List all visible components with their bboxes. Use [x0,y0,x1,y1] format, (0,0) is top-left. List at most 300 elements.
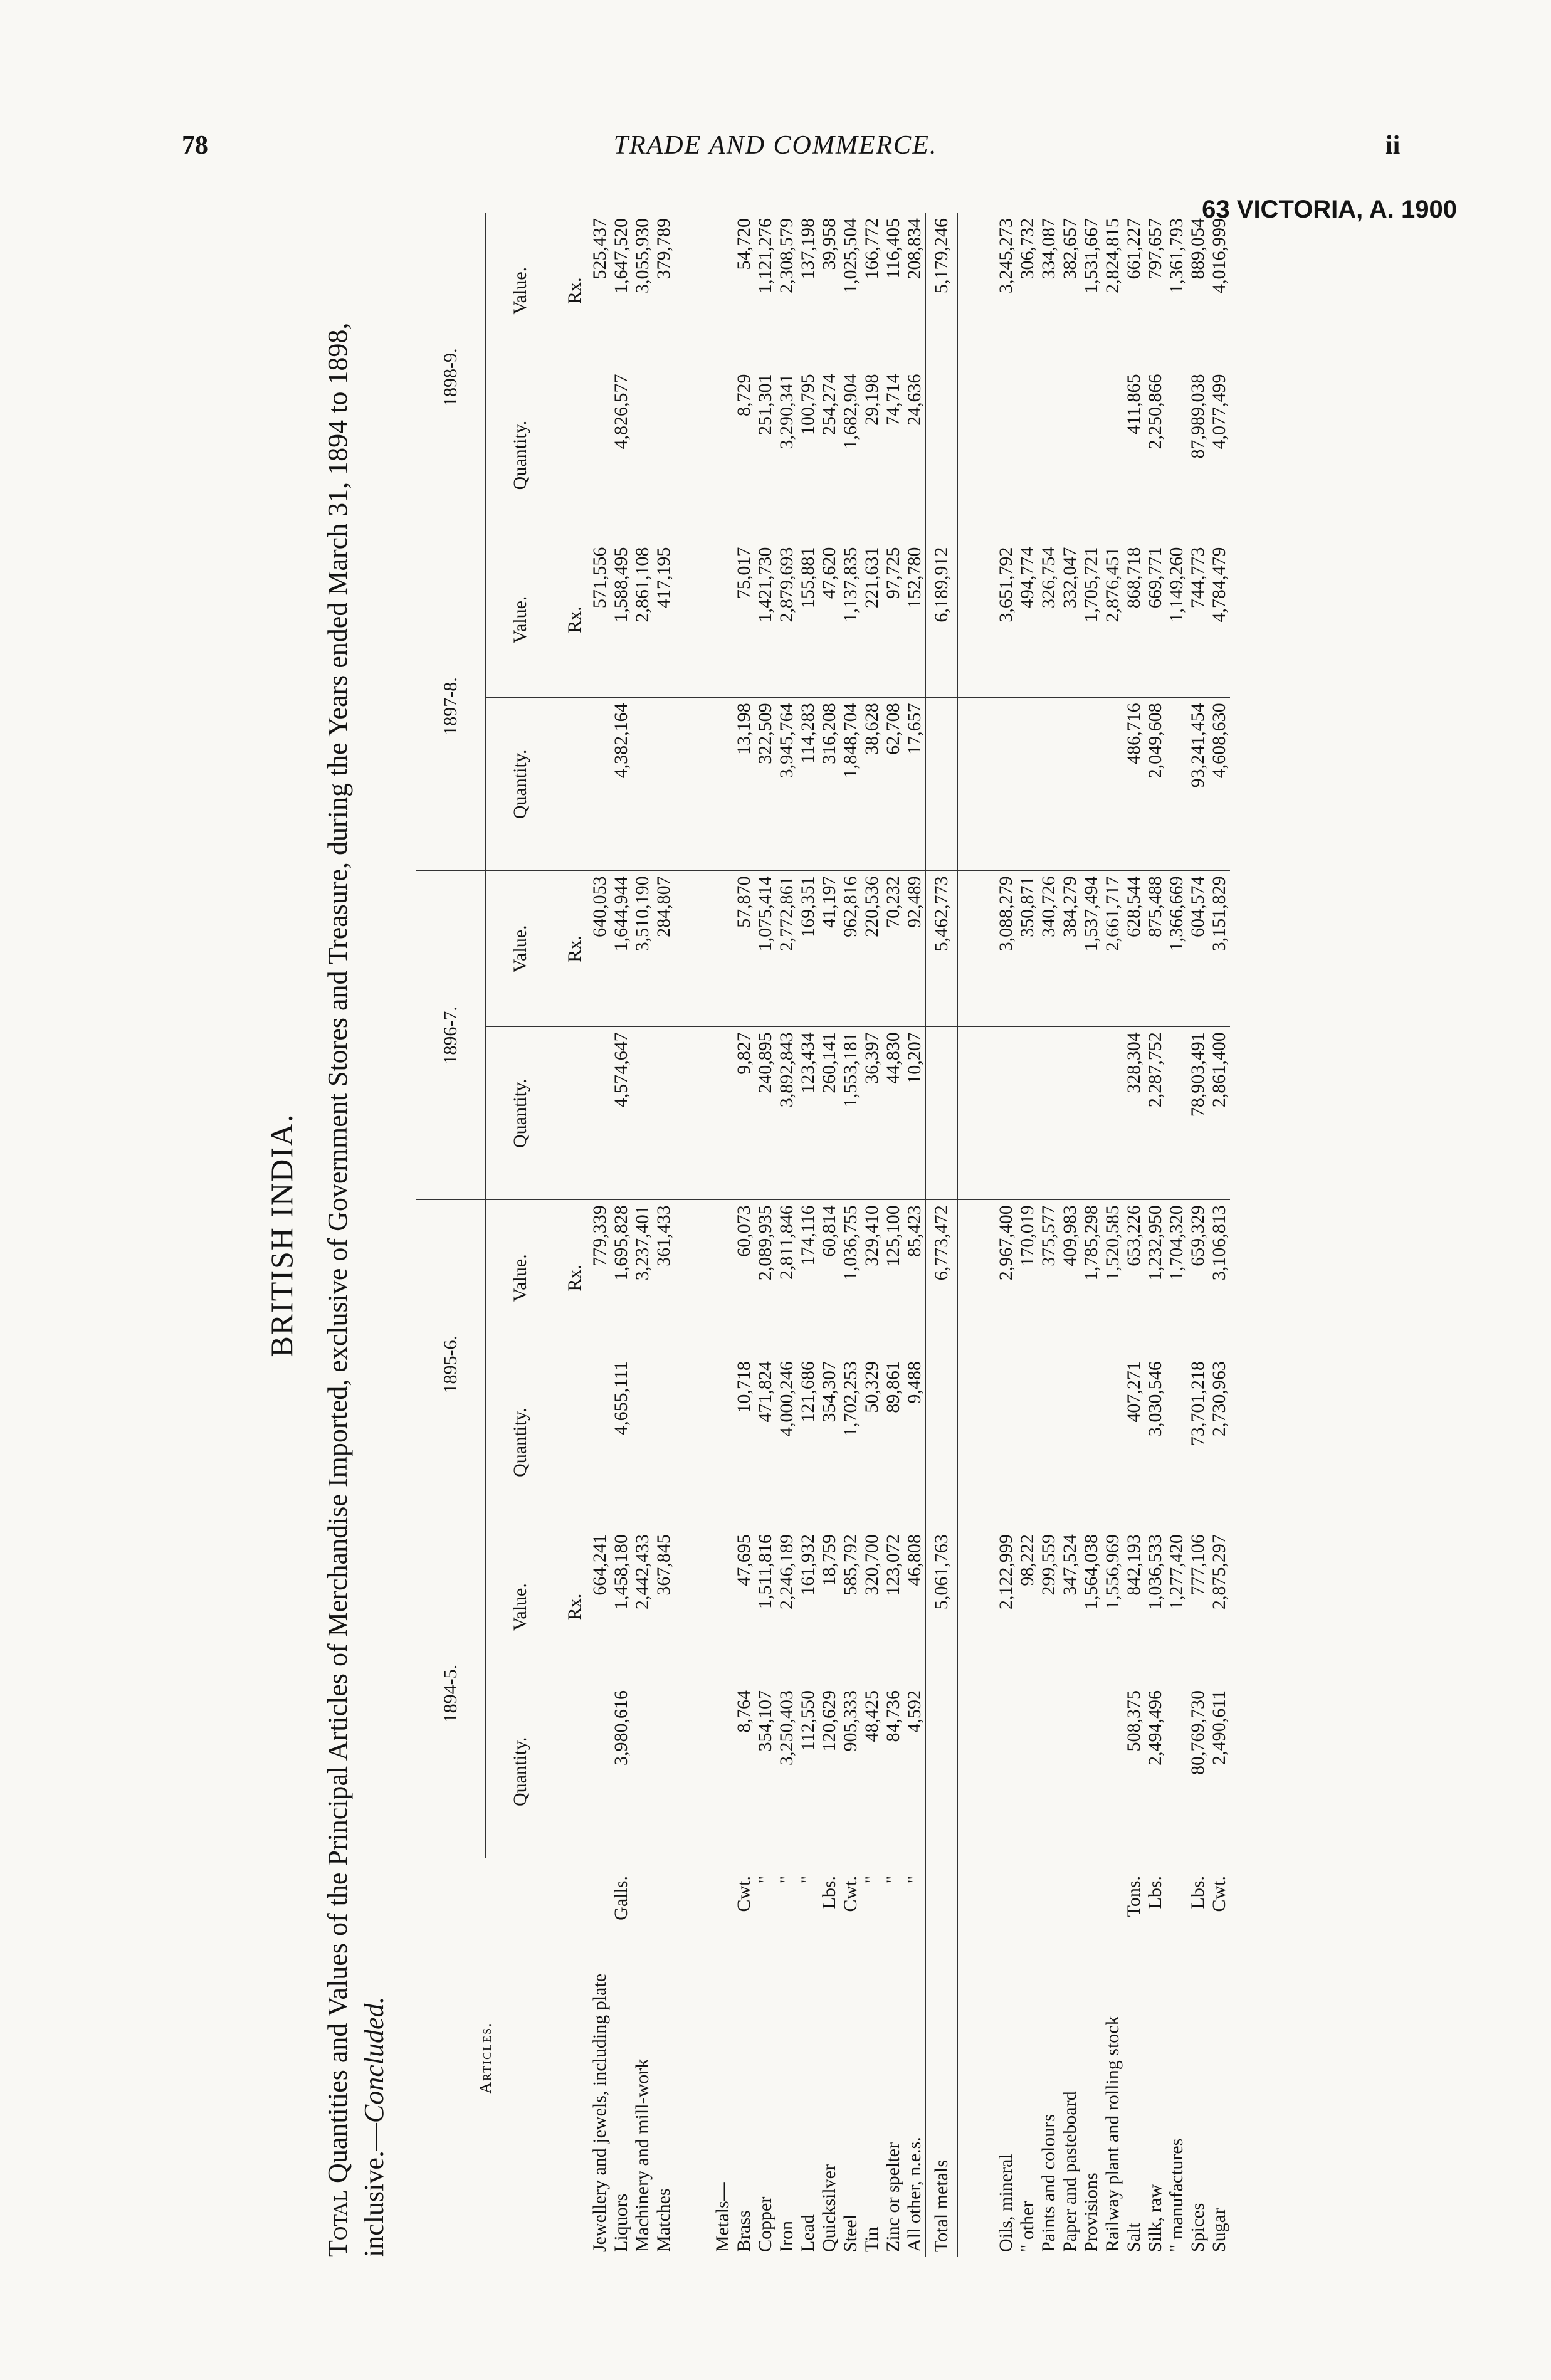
quantity-cell: 123,434 [797,1027,819,1200]
quantity-cell: 84,736 [883,1685,904,1858]
quantity-cell: 9,488 [904,1356,926,1529]
quantity-header: Quantity. [486,1356,555,1529]
value-cell: 1,232,950 [1145,1200,1166,1356]
article-unit: Lbs. [1145,1876,1165,1909]
article-unit: " [755,1876,776,1884]
value-cell: 962,816 [840,871,861,1027]
session-label: 63 VICTORIA, A. 1900 [1202,196,1457,223]
quantity-cell [996,698,1017,871]
value-cell: 2,122,999 [996,1529,1017,1685]
quantity-cell: 50,329 [861,1356,883,1529]
value-cell: 2,246,189 [776,1529,797,1685]
value-cell: 1,537,494 [1081,871,1102,1027]
quantity-cell: 260,141 [819,1027,840,1200]
quantity-cell [996,1685,1017,1858]
quantity-cell [1081,369,1102,542]
quantity-cell: 4,000,246 [776,1356,797,1529]
value-cell: 2,824,815 [1102,213,1123,369]
caption-lead: Total [322,2189,353,2257]
value-cell: 2,661,717 [1102,871,1123,1027]
table-row [1187,213,1209,2257]
quantity-cell [1081,698,1102,871]
value-cell: 367,845 [653,1529,675,1685]
quantity-cell [1017,1027,1038,1200]
value-cell: 70,232 [883,871,904,1027]
value-cell: 3,055,930 [632,213,653,369]
quantity-cell [1038,369,1059,542]
value-cell: 299,559 [1038,1529,1059,1685]
value-cell: 375,577 [1038,1200,1059,1356]
article-name: Iron [776,2221,797,2252]
quantity-cell: 62,708 [883,698,904,871]
value-cell: 208,834 [904,213,926,369]
value-cell: 5,179,246 [926,213,958,369]
quantity-cell [1102,1027,1123,1200]
table-row [883,213,904,2257]
quantity-cell: 74,714 [883,369,904,542]
value-cell: 47,695 [733,1529,755,1685]
value-cell: 417,195 [653,542,675,698]
value-cell: 169,351 [797,871,819,1027]
value-cell: 2,089,935 [755,1200,776,1356]
quantity-header: Quantity. [486,698,555,871]
quantity-cell: 73,701,218 [1187,1356,1209,1529]
value-cell: 57,870 [733,871,755,1027]
quantity-cell: 2,049,608 [1145,698,1166,871]
table-row [1059,213,1081,2257]
metals-heading-row [712,213,733,2257]
article-name: Paints and colours [1038,2114,1059,2252]
quantity-cell [1081,1027,1102,1200]
currency-label: Rx. [555,871,590,1027]
article-unit: Lbs. [1187,1876,1208,1909]
quantity-cell [1059,698,1081,871]
value-cell: 334,087 [1038,213,1059,369]
value-cell: 155,881 [797,542,819,698]
quantity-cell: 2,287,752 [1145,1027,1166,1200]
quantity-cell: 3,030,546 [1145,1356,1166,1529]
quantity-cell [589,1356,611,1529]
quantity-cell [1166,1027,1187,1200]
value-cell: 46,808 [904,1529,926,1685]
country-heading: BRITISH INDIA. [264,1113,299,1357]
article-label [861,1858,883,2258]
quantity-cell: 1,553,181 [840,1027,861,1200]
value-cell: 409,983 [1059,1200,1081,1356]
quantity-cell: 2,861,400 [1209,1027,1230,1200]
page-section: ii [1385,131,1401,160]
table-row [1123,213,1145,2257]
value-cell: 85,423 [904,1200,926,1356]
article-label [1102,1858,1123,2258]
value-cell: 47,620 [819,542,840,698]
article-name: Zinc or spelter [883,2142,903,2252]
quantity-cell: 407,271 [1123,1356,1145,1529]
value-cell: 868,718 [1123,542,1145,698]
article-name: " manufactures [1166,2138,1187,2252]
quantity-cell: 4,592 [904,1685,926,1858]
article-name: Machinery and mill-work [632,2058,653,2252]
article-label [1166,1858,1187,2258]
value-cell: 669,771 [1145,542,1166,698]
quantity-cell: 17,657 [904,698,926,871]
value-cell: 221,631 [861,542,883,698]
quantity-cell [1102,698,1123,871]
value-cell: 92,489 [904,871,926,1027]
quantity-cell: 486,716 [1123,698,1145,871]
quantity-cell: 36,397 [861,1027,883,1200]
value-cell: 2,879,693 [776,542,797,698]
quantity-cell: 13,198 [733,698,755,871]
value-cell: 1,121,276 [755,213,776,369]
value-cell: 1,075,414 [755,871,776,1027]
table-row [653,213,675,2257]
quantity-cell [632,1027,653,1200]
quantity-cell [653,698,675,871]
quantity-cell: 471,824 [755,1356,776,1529]
quantity-cell: 121,686 [797,1356,819,1529]
year-header: 1894-5. [415,1529,486,1858]
article-name: Oils, mineral [996,2154,1016,2252]
value-cell: 220,536 [861,871,883,1027]
quantity-cell: 3,980,616 [611,1685,632,1858]
quantity-cell [1081,1685,1102,1858]
article-name: Jewellery and jewels, including plate [589,1973,610,2252]
quantity-cell [1038,698,1059,871]
value-cell: 39,958 [819,213,840,369]
quantity-cell: 3,290,341 [776,369,797,542]
quantity-cell: 411,865 [1123,369,1145,542]
articles-header: Articles. [415,1858,555,2258]
quantity-cell: 4,655,111 [611,1356,632,1529]
article-name: Tin [861,2226,882,2252]
article-name: Quicksilver [819,2164,839,2252]
quantity-cell: 38,628 [861,698,883,871]
quantity-cell: 120,629 [819,1685,840,1858]
article-name: Silk, raw [1145,2184,1165,2252]
value-cell: 4,784,479 [1209,542,1230,698]
value-cell: 1,025,504 [840,213,861,369]
value-cell: 777,106 [1187,1529,1209,1685]
value-cell: 3,510,190 [632,871,653,1027]
article-name: Lead [797,2214,818,2252]
value-cell: 3,151,829 [1209,871,1230,1027]
article-unit: Lbs. [819,1876,839,1909]
quantity-cell [1017,1685,1038,1858]
quantity-cell: 93,241,454 [1187,698,1209,871]
value-cell: 1,531,667 [1081,213,1102,369]
value-cell: 5,061,763 [926,1529,958,1685]
value-cell: 653,226 [1123,1200,1145,1356]
currency-label: Rx. [555,542,590,698]
table-caption [320,213,392,2257]
article-label [840,1858,861,2258]
quantity-cell [589,698,611,871]
article-name: All other, n.e.s. [904,2137,925,2252]
value-cell: 571,556 [589,542,611,698]
value-cell: 1,277,420 [1166,1529,1187,1685]
article-label [1038,1858,1059,2258]
quantity-cell: 4,077,499 [1209,369,1230,542]
quantity-cell: 8,729 [733,369,755,542]
article-label [611,1858,632,2258]
quantity-cell: 1,682,904 [840,369,861,542]
quantity-cell [1102,1356,1123,1529]
value-cell: 1,421,730 [755,542,776,698]
article-unit: " [797,1876,818,1884]
value-cell: 350,871 [1017,871,1038,1027]
article-unit: " [861,1876,882,1884]
quantity-cell [1038,1685,1059,1858]
value-cell: 659,329 [1187,1200,1209,1356]
quantity-cell [589,369,611,542]
metals-heading: Metals— [712,2182,733,2252]
value-cell: 1,036,533 [1145,1529,1166,1685]
quantity-cell [632,1685,653,1858]
article-label [996,1858,1017,2258]
quantity-header: Quantity. [486,369,555,542]
spacer-row [958,213,996,2257]
quantity-cell: 1,848,704 [840,698,861,871]
value-cell: 60,814 [819,1200,840,1356]
quantity-cell: 29,198 [861,369,883,542]
quantity-cell: 114,283 [797,698,819,871]
value-header: Value. [486,1200,555,1356]
article-label [1059,1858,1081,2258]
value-header: Value. [486,871,555,1027]
article-label [797,1858,819,2258]
quantity-cell [926,698,958,871]
quantity-cell: 4,608,630 [1209,698,1230,871]
quantity-cell: 2,250,866 [1145,369,1166,542]
value-cell: 744,773 [1187,542,1209,698]
table-row [1145,213,1166,2257]
table-row [611,213,632,2257]
quantity-cell [926,1356,958,1529]
value-cell: 604,574 [1187,871,1209,1027]
value-cell: 585,792 [840,1529,861,1685]
table-row [861,213,883,2257]
quantity-cell [632,369,653,542]
value-cell: 1,705,721 [1081,542,1102,698]
quantity-cell: 508,375 [1123,1685,1145,1858]
quantity-cell: 87,989,038 [1187,369,1209,542]
quantity-cell: 112,550 [797,1685,819,1858]
value-cell: 6,189,912 [926,542,958,698]
value-cell: 161,932 [797,1529,819,1685]
quantity-cell: 240,895 [755,1027,776,1200]
value-cell: 41,197 [819,871,840,1027]
quantity-cell: 89,861 [883,1356,904,1529]
article-unit: " [776,1876,797,1884]
article-unit: " [883,1876,903,1884]
value-cell: 332,047 [1059,542,1081,698]
quantity-cell [1166,369,1187,542]
article-name: Salt [1123,2223,1144,2252]
rotated-table-page [263,213,1530,2257]
quantity-cell [926,1027,958,1200]
table-row [1209,213,1230,2257]
value-cell: 379,789 [653,213,675,369]
total-row [926,213,958,2257]
quantity-cell [1166,1356,1187,1529]
value-cell: 2,811,846 [776,1200,797,1356]
value-cell: 75,017 [733,542,755,698]
running-title: TRADE AND COMMERCE. [613,131,938,160]
value-cell: 125,100 [883,1200,904,1356]
quantity-cell [1059,1356,1081,1529]
value-cell: 2,967,400 [996,1200,1017,1356]
article-label [926,1858,958,2258]
article-unit: Cwt. [1209,1876,1229,1912]
article-unit: Cwt. [840,1876,861,1912]
value-cell: 2,772,861 [776,871,797,1027]
value-cell: 174,116 [797,1200,819,1356]
article-name: Provisions [1081,2172,1101,2252]
quantity-cell [653,369,675,542]
value-cell: 3,245,273 [996,213,1017,369]
quantity-cell: 100,795 [797,369,819,542]
table-row [1166,213,1187,2257]
table-body [555,213,1231,2257]
article-name: Steel [840,2214,861,2252]
value-cell: 1,588,495 [611,542,632,698]
article-label [755,1858,776,2258]
quantity-cell: 322,509 [755,698,776,871]
value-cell: 1,644,944 [611,871,632,1027]
quantity-cell [1102,369,1123,542]
spacer-row [675,213,712,2257]
quantity-cell [1081,1356,1102,1529]
table-row [1038,213,1059,2257]
value-cell: 1,695,828 [611,1200,632,1356]
quantity-cell [589,1027,611,1200]
value-cell: 494,774 [1017,542,1038,698]
value-cell: 1,564,038 [1081,1529,1102,1685]
value-cell: 661,227 [1123,213,1145,369]
table-row [1081,213,1102,2257]
article-label [1187,1858,1209,2258]
value-cell: 166,772 [861,213,883,369]
article-name: " other [1017,2201,1038,2252]
value-header: Value. [486,542,555,698]
currency-label: Rx. [555,1200,590,1356]
value-cell: 875,488 [1145,871,1166,1027]
value-cell: 1,361,793 [1166,213,1187,369]
article-name: Paper and pasteboard [1059,2091,1080,2252]
quantity-cell: 3,945,764 [776,698,797,871]
value-cell: 284,807 [653,871,675,1027]
quantity-cell [589,1685,611,1858]
article-name: Liquors [611,2193,631,2252]
article-name: Brass [733,2210,754,2252]
value-cell: 137,198 [797,213,819,369]
article-unit: Tons. [1123,1876,1144,1917]
quantity-cell [1038,1027,1059,1200]
value-cell: 3,106,813 [1209,1200,1230,1356]
quantity-cell [653,1685,675,1858]
article-name: Matches [653,2188,674,2252]
quantity-cell: 2,494,496 [1145,1685,1166,1858]
year-header: 1895-6. [415,1200,486,1529]
article-label [819,1858,840,2258]
currency-label: Rx. [555,1529,590,1685]
article-name: Sugar [1209,2208,1229,2252]
page-number: 78 [182,131,208,160]
quantity-header: Quantity. [486,1685,555,1858]
article-label [1145,1858,1166,2258]
article-label [589,1858,611,2258]
value-cell: 1,520,585 [1102,1200,1123,1356]
quantity-cell: 1,702,253 [840,1356,861,1529]
value-cell: 1,137,835 [840,542,861,698]
table-row [755,213,776,2257]
quantity-cell [1059,369,1081,542]
quantity-cell: 316,208 [819,698,840,871]
value-cell: 320,700 [861,1529,883,1685]
table-row [996,213,1017,2257]
quantity-cell [1059,1027,1081,1200]
quantity-cell: 3,250,403 [776,1685,797,1858]
article-label [1017,1858,1038,2258]
article-unit: Galls. [611,1876,631,1920]
quantity-cell [996,1027,1017,1200]
value-cell: 2,875,297 [1209,1529,1230,1685]
value-cell: 779,339 [589,1200,611,1356]
value-cell: 116,405 [883,213,904,369]
value-cell: 60,073 [733,1200,755,1356]
quantity-cell [926,1685,958,1858]
value-cell: 306,732 [1017,213,1038,369]
article-label [733,1858,755,2258]
value-cell: 1,785,298 [1081,1200,1102,1356]
imports-table [414,213,1230,2257]
value-cell: 1,036,755 [840,1200,861,1356]
value-cell: 382,657 [1059,213,1081,369]
value-cell: 340,726 [1038,871,1059,1027]
quantity-cell: 24,636 [904,369,926,542]
value-cell: 326,754 [1038,542,1059,698]
value-cell: 329,410 [861,1200,883,1356]
quantity-cell [1038,1356,1059,1529]
quantity-cell [1166,698,1187,871]
value-cell: 3,237,401 [632,1200,653,1356]
currency-label: Rx. [555,213,590,369]
quantity-cell: 251,301 [755,369,776,542]
article-label [1081,1858,1102,2258]
quantity-cell: 4,382,164 [611,698,632,871]
article-unit: Cwt. [733,1876,754,1912]
quantity-cell: 48,425 [861,1685,883,1858]
value-cell: 628,544 [1123,871,1145,1027]
article-label [632,1858,653,2258]
value-cell: 889,054 [1187,213,1209,369]
value-cell: 2,308,579 [776,213,797,369]
quantity-cell: 254,274 [819,369,840,542]
quantity-cell: 328,304 [1123,1027,1145,1200]
value-cell: 2,861,108 [632,542,653,698]
quantity-cell: 2,730,963 [1209,1356,1230,1529]
table-row [1017,213,1038,2257]
value-cell: 3,088,279 [996,871,1017,1027]
quantity-cell: 4,574,647 [611,1027,632,1200]
value-cell: 361,433 [653,1200,675,1356]
article-label [1123,1858,1145,2258]
value-cell: 797,657 [1145,213,1166,369]
quantity-cell [996,369,1017,542]
quantity-cell [653,1356,675,1529]
value-cell: 152,780 [904,542,926,698]
